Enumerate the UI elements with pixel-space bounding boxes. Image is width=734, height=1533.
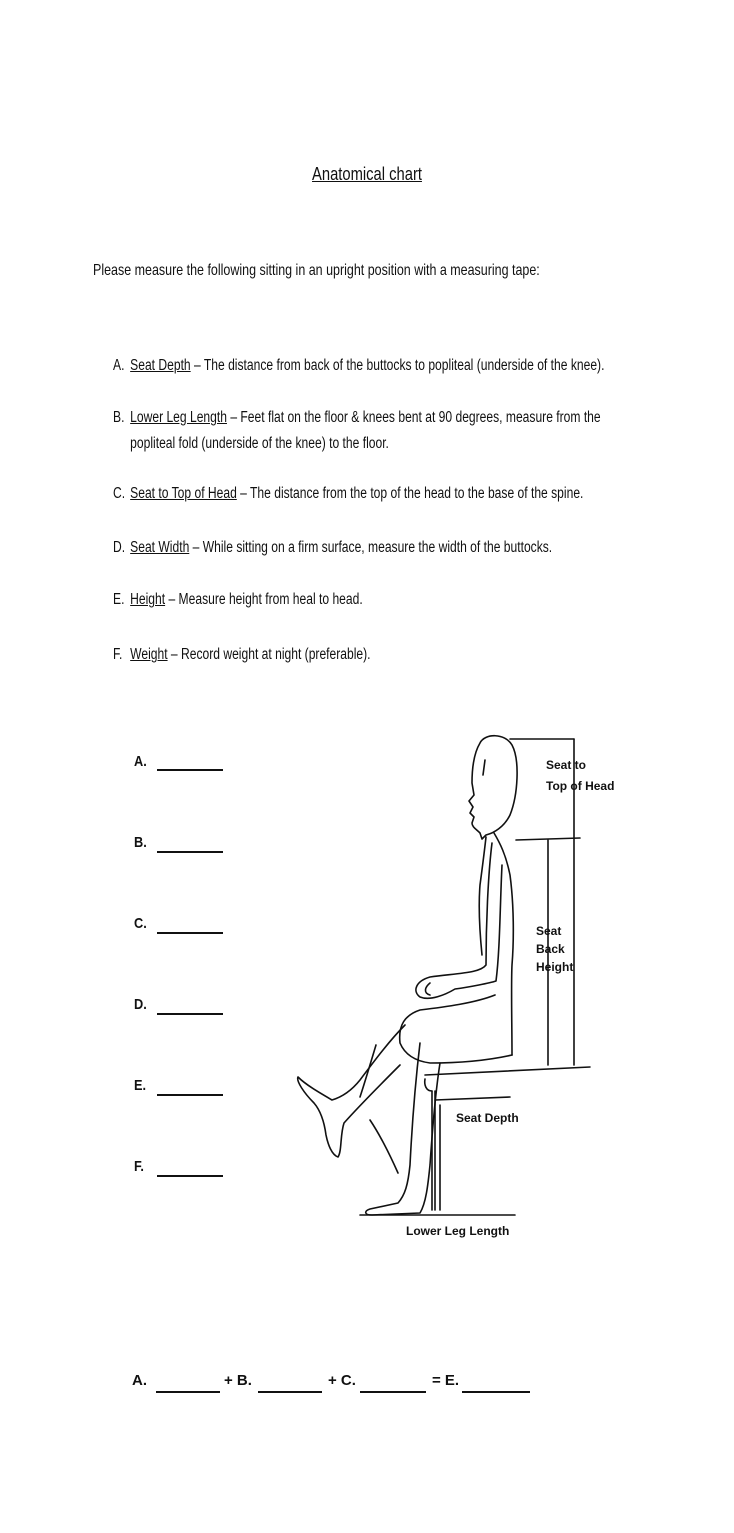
label-seat-to-top-2: Top of Head bbox=[546, 779, 615, 793]
seated-figure-diagram bbox=[280, 725, 620, 1255]
item-term: Lower Leg Length bbox=[130, 409, 227, 426]
item-letter: F. bbox=[113, 646, 123, 663]
formula-blank-b[interactable] bbox=[258, 1391, 322, 1393]
formula-plus-c: + C. bbox=[328, 1372, 356, 1389]
blank-line-e[interactable] bbox=[157, 1094, 223, 1096]
blank-label-f: F. bbox=[134, 1158, 144, 1175]
back-outline bbox=[494, 833, 513, 1055]
item-letter: A. bbox=[113, 357, 125, 374]
formula-blank-c[interactable] bbox=[360, 1391, 426, 1393]
thigh-outline bbox=[400, 995, 512, 1063]
instruction-a bbox=[113, 353, 604, 379]
formula-blank-e[interactable] bbox=[462, 1391, 530, 1393]
blank-line-d[interactable] bbox=[157, 1013, 223, 1015]
intro-text: Please measure the following sitting in an upright position with a measuring tape: bbox=[93, 262, 540, 279]
item-letter: D. bbox=[113, 539, 126, 556]
label-seat-back-2: Back bbox=[536, 942, 565, 956]
item-term: Seat to Top of Head bbox=[130, 485, 237, 502]
item-letter: B. bbox=[113, 409, 125, 426]
instruction-e bbox=[113, 587, 363, 613]
formula-a: A. bbox=[132, 1372, 147, 1389]
item-continuation: popliteal fold (underside of the knee) to the floor. bbox=[130, 435, 389, 452]
lower-leg-outline bbox=[366, 1043, 440, 1215]
instruction-c bbox=[113, 481, 583, 507]
label-seat-depth: Seat Depth bbox=[456, 1111, 519, 1125]
item-letter: C. bbox=[113, 485, 126, 502]
item-text: – While sitting on a firm surface, measure the width of the buttocks. bbox=[189, 539, 553, 556]
blank-label-a: A. bbox=[134, 753, 147, 770]
item-term: Weight bbox=[130, 646, 168, 663]
item-text: – Feet flat on the floor & knees bent at 90 degrees, measure from the bbox=[226, 409, 601, 426]
blank-label-c: C. bbox=[134, 915, 147, 932]
item-text: – Measure height from heal to head. bbox=[165, 591, 363, 608]
item-term: Height bbox=[130, 591, 166, 608]
front-torso bbox=[479, 837, 486, 955]
item-text: – The distance from back of the buttocks to popliteal (underside of the knee). bbox=[190, 357, 605, 374]
item-text: – Record weight at night (preferable). bbox=[167, 646, 371, 663]
head-outline bbox=[469, 736, 517, 839]
instruction-d bbox=[113, 535, 552, 561]
label-lower-leg: Lower Leg Length bbox=[406, 1224, 510, 1238]
blank-line-b[interactable] bbox=[157, 851, 223, 853]
arm-outline bbox=[416, 843, 502, 998]
formula-equals-e: = E. bbox=[432, 1372, 460, 1389]
instruction-f bbox=[113, 642, 371, 668]
item-term: Seat Depth bbox=[130, 357, 191, 374]
label-seat-back-1: Seat bbox=[536, 924, 562, 938]
seat-depth-arrow bbox=[435, 1097, 510, 1100]
label-seat-to-top-1: Seat to bbox=[546, 758, 587, 772]
label-seat-back-3: Height bbox=[536, 960, 574, 974]
item-term: Seat Width bbox=[130, 539, 190, 556]
formula-plus-b: + B. bbox=[224, 1372, 252, 1389]
raised-leg-outline bbox=[298, 1025, 405, 1157]
blank-line-c[interactable] bbox=[157, 932, 223, 934]
blank-label-b: B. bbox=[134, 834, 147, 851]
formula-blank-a[interactable] bbox=[156, 1391, 220, 1393]
item-letter: E. bbox=[113, 591, 125, 608]
blank-label-e: E. bbox=[134, 1077, 147, 1094]
item-text: – The distance from the top of the head to the base of the spine. bbox=[236, 485, 584, 502]
blank-line-a[interactable] bbox=[157, 769, 223, 771]
instruction-b bbox=[113, 405, 601, 457]
page-title: Anatomical chart bbox=[312, 164, 422, 184]
chair-seat bbox=[425, 1067, 590, 1075]
blank-label-d: D. bbox=[134, 996, 147, 1013]
blank-line-f[interactable] bbox=[157, 1175, 223, 1177]
